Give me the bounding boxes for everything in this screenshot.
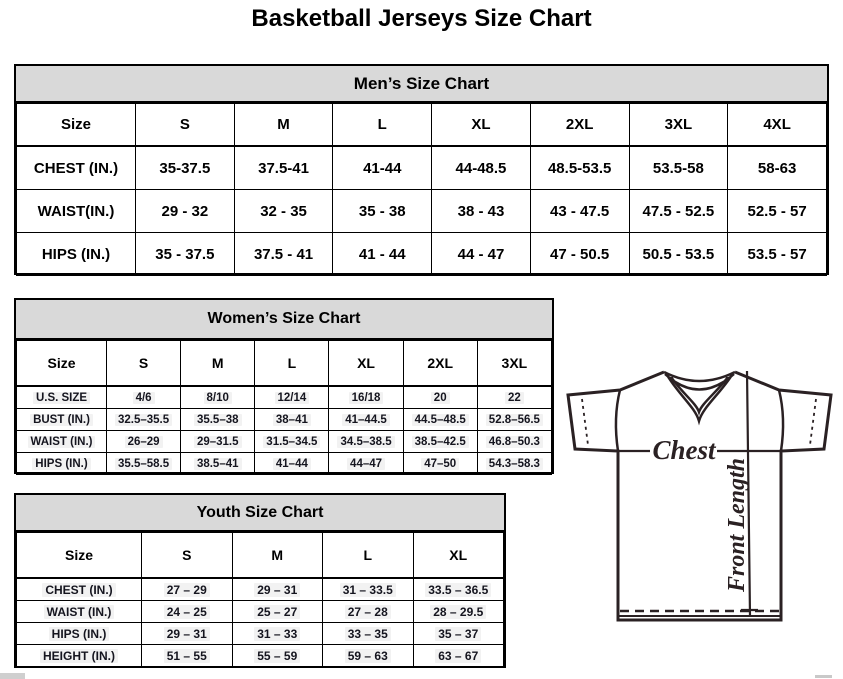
cell-text: 35.5–38 [194,414,242,426]
cell-text: 33 – 35 [345,627,391,641]
size-header-row [17,104,827,147]
cell-text: 29 – 31 [254,583,300,597]
cell-text: 31 – 33 [254,627,300,641]
womens-table [16,340,552,475]
measurement-row [17,623,504,645]
value-cell [413,578,504,601]
value-cell: 58-63 [728,146,827,190]
cell-text: 41–44 [273,458,311,470]
cell-text: HIPS (IN.) [32,458,90,470]
youth-chart-title: Youth Size Chart [16,495,504,532]
mens-size-chart [14,64,829,275]
size-column-header: L [255,341,329,387]
value-cell [403,386,477,409]
cell-text: 29 – 31 [164,627,210,641]
value-cell [232,578,323,601]
value-cell [232,623,323,645]
cell-text: 41–44.5 [342,414,390,426]
cell-text: 22 [505,392,524,404]
value-cell [255,409,329,431]
value-cell: 41 - 44 [333,233,432,276]
cell-text: 63 – 67 [435,649,481,663]
value-cell: 35 - 38 [333,190,432,233]
row-label [17,453,107,475]
horizontal-scrollbar-fragment-right[interactable] [815,675,832,678]
value-cell [107,453,181,475]
value-cell: 50.5 - 53.5 [629,233,728,276]
cell-text: 34.5–38.5 [337,436,394,448]
jersey-right-sleeve-seam [779,390,783,451]
value-cell [323,601,414,623]
cell-text: WAIST (IN.) [28,436,96,448]
cell-text: HEIGHT (IN.) [40,649,118,663]
value-cell: 43 - 47.5 [530,190,629,233]
measurement-row [17,146,827,190]
cell-text: 38–41 [273,414,311,426]
row-label [17,623,142,645]
value-cell: 37.5-41 [234,146,333,190]
row-label [17,409,107,431]
value-cell [329,409,403,431]
size-column-header: M [234,104,333,147]
size-column-header: 3XL [477,341,551,387]
value-cell: 47.5 - 52.5 [629,190,728,233]
measurement-row [17,409,552,431]
value-cell [232,645,323,667]
cell-text: WAIST (IN.) [44,605,115,619]
value-cell [477,386,551,409]
measurement-row [17,601,504,623]
value-cell: 35-37.5 [136,146,235,190]
value-cell: 35 - 37.5 [136,233,235,276]
value-cell [181,453,255,475]
cell-text: 55 – 59 [254,649,300,663]
row-label: CHEST (IN.) [17,146,136,190]
cell-text: 25 – 27 [254,605,300,619]
value-cell: 52.5 - 57 [728,190,827,233]
value-cell [181,409,255,431]
row-label: HIPS (IN.) [17,233,136,276]
cell-text: 35 – 37 [435,627,481,641]
size-header-row [17,533,504,579]
cell-text: 12/14 [275,392,310,404]
value-cell: 48.5-53.5 [530,146,629,190]
cell-text: 38.5–42.5 [412,436,469,448]
measurement-row [17,431,552,453]
value-cell [181,431,255,453]
womens-chart-title: Women’s Size Chart [16,300,552,340]
row-label [17,578,142,601]
row-label [17,645,142,667]
value-cell [323,645,414,667]
size-column-header: 2XL [403,341,477,387]
value-cell: 37.5 - 41 [234,233,333,276]
size-column-header: M [232,533,323,579]
cell-text: 33.5 – 36.5 [425,583,491,597]
size-column-header: S [107,341,181,387]
size-header-row [17,341,552,387]
youth-table [16,532,504,667]
size-column-header: XL [432,104,531,147]
measurement-row [17,190,827,233]
cell-text: 27 – 29 [164,583,210,597]
value-cell [403,453,477,475]
value-cell [107,431,181,453]
size-corner-header: Size [17,341,107,387]
row-label: WAIST(IN.) [17,190,136,233]
value-cell: 53.5 - 57 [728,233,827,276]
cell-text: 28 – 29.5 [430,605,486,619]
value-cell [329,431,403,453]
size-column-header: L [333,104,432,147]
cell-text: 31 – 33.5 [340,583,396,597]
value-cell [142,601,233,623]
size-column-header: XL [329,341,403,387]
value-cell: 47 - 50.5 [530,233,629,276]
cell-text: 27 – 28 [345,605,391,619]
cell-text: 26–29 [125,436,163,448]
value-cell [255,431,329,453]
value-cell [413,623,504,645]
page-title: Basketball Jerseys Size Chart [251,5,592,32]
mens-table [16,103,827,276]
cell-text: 51 – 55 [164,649,210,663]
measurement-row [17,233,827,276]
horizontal-scrollbar-fragment-left[interactable] [0,673,25,679]
size-column-header: XL [413,533,504,579]
value-cell [403,409,477,431]
size-column-header: S [136,104,235,147]
womens-size-chart [14,298,554,474]
value-cell [142,578,233,601]
value-cell: 53.5-58 [629,146,728,190]
cell-text: 44–47 [347,458,385,470]
cell-text: 52.8–56.5 [486,414,543,426]
value-cell [255,453,329,475]
front-length-label: Front Length [724,457,750,593]
cell-text: HIPS (IN.) [49,627,110,641]
value-cell [329,386,403,409]
size-column-header: M [181,341,255,387]
measurement-row [17,453,552,475]
value-cell [255,386,329,409]
cell-text: 46.8–50.3 [486,436,543,448]
jersey-collar-icon [664,372,735,421]
value-cell [107,409,181,431]
size-column-header: 4XL [728,104,827,147]
value-cell [477,453,551,475]
cell-text: 16/18 [349,392,384,404]
measurement-row [17,645,504,667]
cell-text: 47–50 [421,458,459,470]
value-cell [181,386,255,409]
value-cell: 41-44 [333,146,432,190]
cell-text: CHEST (IN.) [42,583,115,597]
cell-text: 38.5–41 [194,458,242,470]
jersey-left-cuff-dashed-line [582,399,588,445]
cell-text: 35.5–58.5 [115,458,172,470]
value-cell [477,431,551,453]
value-cell [323,623,414,645]
cell-text: 54.3–58.3 [486,458,543,470]
value-cell [232,601,323,623]
jersey-left-sleeve-seam [616,390,620,451]
cell-text: U.S. SIZE [33,392,90,404]
value-cell [142,645,233,667]
size-corner-header: Size [17,533,142,579]
row-label [17,601,142,623]
value-cell [403,431,477,453]
size-corner-header: Size [17,104,136,147]
value-cell [413,645,504,667]
cell-text: 20 [431,392,450,404]
size-column-header: S [142,533,233,579]
value-cell: 29 - 32 [136,190,235,233]
cell-text: 8/10 [204,392,232,404]
size-column-header: L [323,533,414,579]
cell-text: 59 – 63 [345,649,391,663]
cell-text: 44.5–48.5 [412,414,469,426]
value-cell: 32 - 35 [234,190,333,233]
value-cell: 38 - 43 [432,190,531,233]
cell-text: 4/6 [133,392,155,404]
jersey-measurement-diagram [558,365,840,633]
row-label [17,386,107,409]
size-column-header: 2XL [530,104,629,147]
cell-text: 24 – 25 [164,605,210,619]
value-cell: 44 - 47 [432,233,531,276]
cell-text: 29–31.5 [194,436,242,448]
value-cell [413,601,504,623]
measurement-row [17,578,504,601]
value-cell [329,453,403,475]
cell-text: 31.5–34.5 [263,436,320,448]
value-cell [142,623,233,645]
chest-label: Chest [652,435,716,465]
row-label [17,431,107,453]
jersey-right-cuff-dashed-line [810,399,816,445]
measurement-row [17,386,552,409]
youth-size-chart [14,493,506,668]
value-cell: 44-48.5 [432,146,531,190]
value-cell [323,578,414,601]
cell-text: 32.5–35.5 [115,414,172,426]
mens-chart-title: Men’s Size Chart [16,66,827,103]
value-cell [107,386,181,409]
cell-text: BUST (IN.) [30,414,93,426]
value-cell [477,409,551,431]
size-column-header: 3XL [629,104,728,147]
